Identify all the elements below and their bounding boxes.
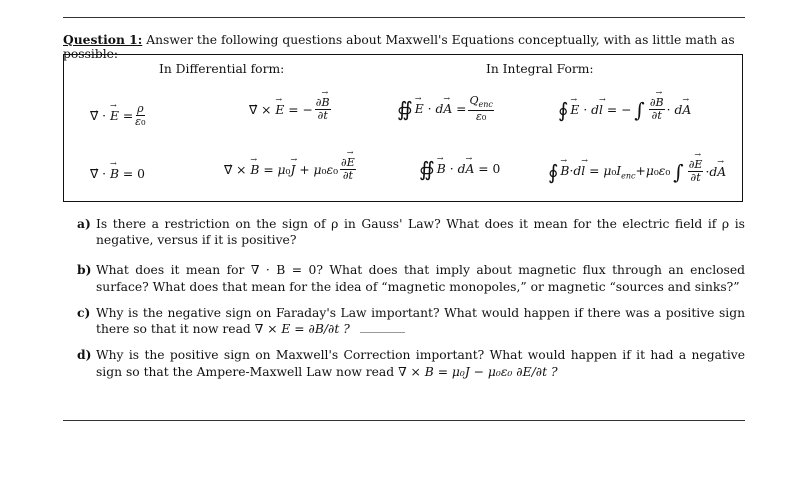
item-c-tag: c) xyxy=(77,304,91,320)
bottom-rule xyxy=(63,420,745,421)
gauss-law-integral: ∯ → E · d→ A = $\frac{Q_{enc}}{\text{ε₀}}$ xyxy=(397,95,496,124)
question-items xyxy=(77,216,745,390)
item-b-text: What does it mean for ∇ · B = 0? What does that imply about magnetic flux through an enclosed surface? What does that mean for the idea of “magnetic monopoles,” or magnetic “sources and sinks?” xyxy=(96,263,745,294)
differential-form-header: In Differential form: xyxy=(159,62,285,76)
gauss-magnetism-integral: ∯ → B · d→ A = 0 xyxy=(419,159,500,179)
question-prompt: Answer the following questions about Maxwell's Equations conceptually, with as little math as possible: xyxy=(63,33,735,61)
gauss-magnetism-differential: ∇⃗ · → B = 0 xyxy=(90,167,145,181)
ampere-maxwell-differential: ∇⃗ × → B = μ₀→ J + μ₀ε₀ $\frac{\partial\to E}{\partial t}$ xyxy=(224,157,358,183)
faraday-law-integral: ∮ → E · d→ l = − ∫ $\frac{\partial\to B}{\partial t}$ · d→ A xyxy=(558,97,691,123)
item-d xyxy=(77,347,745,379)
item-c xyxy=(77,305,745,337)
item-c-math: ∇ × E = ∂B/∂t ? xyxy=(254,322,350,337)
integral-form-header: In Integral Form: xyxy=(486,62,594,76)
item-b xyxy=(77,262,745,294)
item-a-text: Is there a restriction on the sign of ρ in Gauss' Law? What does it mean for the electric field if ρ is negative, versus if it is positive? xyxy=(96,217,745,248)
faraday-law-differential: ∇⃗ × → E = − $\frac{\partial\to B}{\partial t}$ xyxy=(249,97,333,123)
gauss-law-differential: ∇⃗ · → E = $\frac{\rho}{\text{ε₀}}$ xyxy=(90,103,147,129)
item-b-tag: b) xyxy=(77,262,92,278)
equations-box xyxy=(63,54,743,202)
item-d-tag: d) xyxy=(77,347,92,363)
top-rule xyxy=(63,17,745,18)
question-label: Question 1: xyxy=(63,32,143,47)
item-a xyxy=(77,216,745,248)
item-a-tag: a) xyxy=(77,216,91,231)
item-d-math: ∇ × B = μ₀J − μ₀ε₀ ∂E/∂t ? xyxy=(398,364,558,379)
item-c-text: Why is the negative sign on Faraday's Law important? What would happen if there was a positive sign there so that it now read xyxy=(96,305,745,337)
ampere-maxwell-integral: ∮ → $B\cdot d\to l = \mu_0I_{enc}+\mu_0\varepsilon_0$ ∫ $\frac{\partial\to E}{\partial t}$ ·d→ A xyxy=(548,159,726,185)
answer-blank[interactable] xyxy=(360,332,405,333)
item-d-text: Why is the positive sign on Maxwell's Correction important? What would happen if it had a negative sign so that the Ampere-Maxwell Law now read xyxy=(96,348,745,379)
